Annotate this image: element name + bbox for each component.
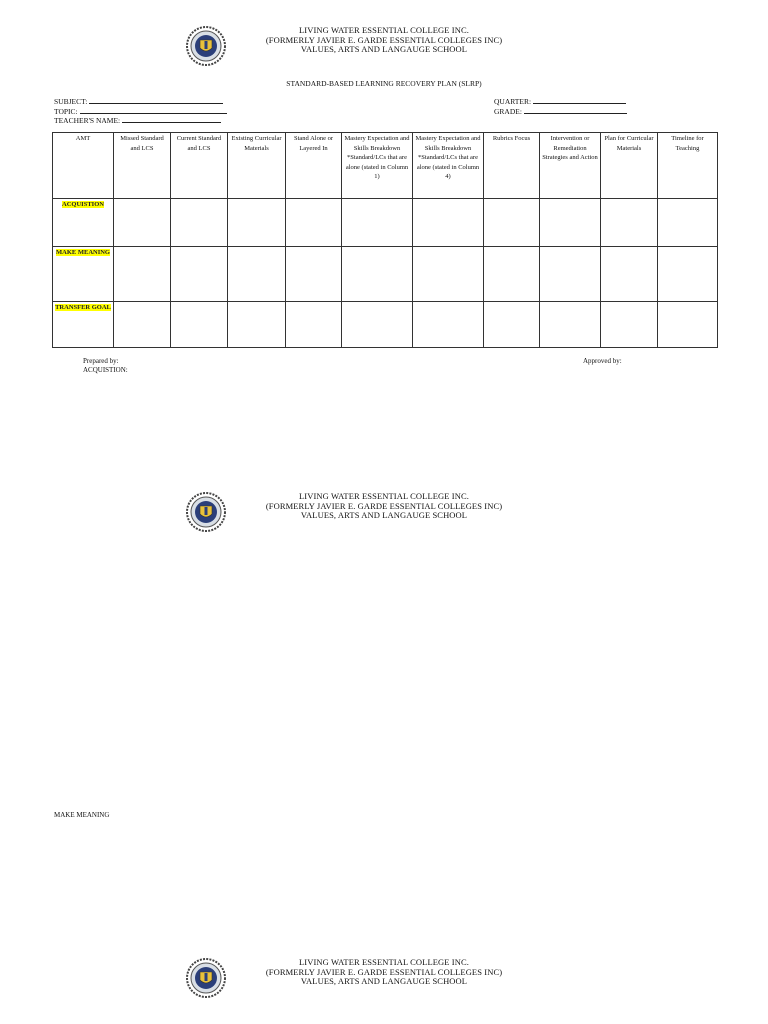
prepared-by-label: Prepared by: xyxy=(83,357,119,365)
school-header-1 xyxy=(0,26,768,70)
table-cell[interactable] xyxy=(484,199,540,247)
header-text xyxy=(0,958,768,987)
subject-line xyxy=(89,96,223,104)
table-cell[interactable] xyxy=(484,247,540,302)
table-cell[interactable] xyxy=(342,247,413,302)
teacher-name-label: TEACHER'S NAME: xyxy=(54,116,121,125)
grade-field xyxy=(494,106,627,116)
school-name: LIVING WATER ESSENTIAL COLLEGE INC. xyxy=(299,491,469,501)
row-label-cell xyxy=(53,302,114,348)
quarter-field xyxy=(494,96,626,106)
school-former-name: (FORMERLY JAVIER E. GARDE ESSENTIAL COLLEGES INC) xyxy=(265,34,503,45)
table-cell[interactable] xyxy=(286,247,342,302)
table-cell[interactable] xyxy=(540,302,601,348)
row-label-cell xyxy=(53,199,114,247)
col-header: Mastery Expectation and Skills Breakdown *Standard/LCs that are alone (stated in Column 1) xyxy=(342,133,413,199)
grade-label: GRADE: xyxy=(494,107,522,116)
table-cell[interactable] xyxy=(413,302,484,348)
table-cell[interactable] xyxy=(484,302,540,348)
table-cell[interactable] xyxy=(658,302,718,348)
school-former-name: (FORMERLY JAVIER E. GARDE ESSENTIAL COLLEGES INC) xyxy=(265,966,503,977)
table-cell[interactable] xyxy=(114,247,171,302)
acquistion-note: ACQUISTION: xyxy=(83,366,128,374)
table-cell[interactable] xyxy=(413,247,484,302)
col-header: Intervention or Remediation Strategies and Action xyxy=(540,133,601,199)
topic-label: TOPIC: xyxy=(54,107,78,116)
slrp-table xyxy=(52,132,718,348)
table-header-row xyxy=(53,133,718,199)
plan-title: STANDARD-BASED LEARNING RECOVERY PLAN (SLRP) xyxy=(286,79,482,88)
table-cell[interactable] xyxy=(114,302,171,348)
school-tagline: VALUES, ARTS AND LANGAUGE SCHOOL xyxy=(300,976,468,986)
table-cell[interactable] xyxy=(286,199,342,247)
col-header: Plan for Curricular Materials xyxy=(601,133,658,199)
school-header-2 xyxy=(0,492,768,536)
table-cell[interactable] xyxy=(658,199,718,247)
grade-line xyxy=(524,106,627,114)
subject-label: SUBJECT: xyxy=(54,97,88,106)
table-cell[interactable] xyxy=(171,199,228,247)
row-label: MAKE MEANING xyxy=(56,249,110,256)
col-header: Existing Curricular Materials xyxy=(228,133,286,199)
school-header-3 xyxy=(0,958,768,1002)
row-label: ACQUISTION xyxy=(62,201,104,208)
row-label-cell xyxy=(53,247,114,302)
school-name: LIVING WATER ESSENTIAL COLLEGE INC. xyxy=(299,957,469,967)
col-header: Missed Standard and LCS xyxy=(114,133,171,199)
table-row xyxy=(53,199,718,247)
school-tagline: VALUES, ARTS AND LANGAUGE SCHOOL xyxy=(300,510,468,520)
table-row xyxy=(53,302,718,348)
table-cell[interactable] xyxy=(342,199,413,247)
make-meaning-label: MAKE MEANING xyxy=(54,811,110,819)
table-cell[interactable] xyxy=(286,302,342,348)
quarter-label: QUARTER: xyxy=(494,97,532,106)
table-cell[interactable] xyxy=(658,247,718,302)
table-cell[interactable] xyxy=(342,302,413,348)
table-cell[interactable] xyxy=(601,247,658,302)
approved-by-label: Approved by: xyxy=(583,357,622,365)
col-header: Current Standard and LCS xyxy=(171,133,228,199)
table-cell[interactable] xyxy=(228,302,286,348)
topic-line xyxy=(80,106,227,114)
school-former-name: (FORMERLY JAVIER E. GARDE ESSENTIAL COLLEGES INC) xyxy=(265,500,503,511)
table-cell[interactable] xyxy=(540,199,601,247)
col-header: Rubrics Focus xyxy=(484,133,540,199)
table-cell[interactable] xyxy=(114,199,171,247)
school-name: LIVING WATER ESSENTIAL COLLEGE INC. xyxy=(299,25,469,35)
table-cell[interactable] xyxy=(228,199,286,247)
table-cell[interactable] xyxy=(228,247,286,302)
table-cell[interactable] xyxy=(601,302,658,348)
header-text xyxy=(0,492,768,521)
row-label: TRANSFER GOAL xyxy=(55,304,111,311)
subject-field xyxy=(54,96,223,106)
table-cell[interactable] xyxy=(540,247,601,302)
table-cell[interactable] xyxy=(171,302,228,348)
col-header: AMT xyxy=(53,133,114,199)
col-header: Mastery Expectation and Skills Breakdown *Standard/LCs that are alone (stated in Column 4) xyxy=(413,133,484,199)
teacher-name-field xyxy=(54,115,221,125)
table-cell[interactable] xyxy=(413,199,484,247)
table-row xyxy=(53,247,718,302)
quarter-line xyxy=(533,96,626,104)
col-header: Stand Alone or Layered In xyxy=(286,133,342,199)
table-cell[interactable] xyxy=(171,247,228,302)
header-text xyxy=(0,26,768,55)
teacher-name-line xyxy=(122,115,221,123)
school-tagline: VALUES, ARTS AND LANGAUGE SCHOOL xyxy=(300,44,468,54)
col-header: Timeline for Teaching xyxy=(658,133,718,199)
table-cell[interactable] xyxy=(601,199,658,247)
